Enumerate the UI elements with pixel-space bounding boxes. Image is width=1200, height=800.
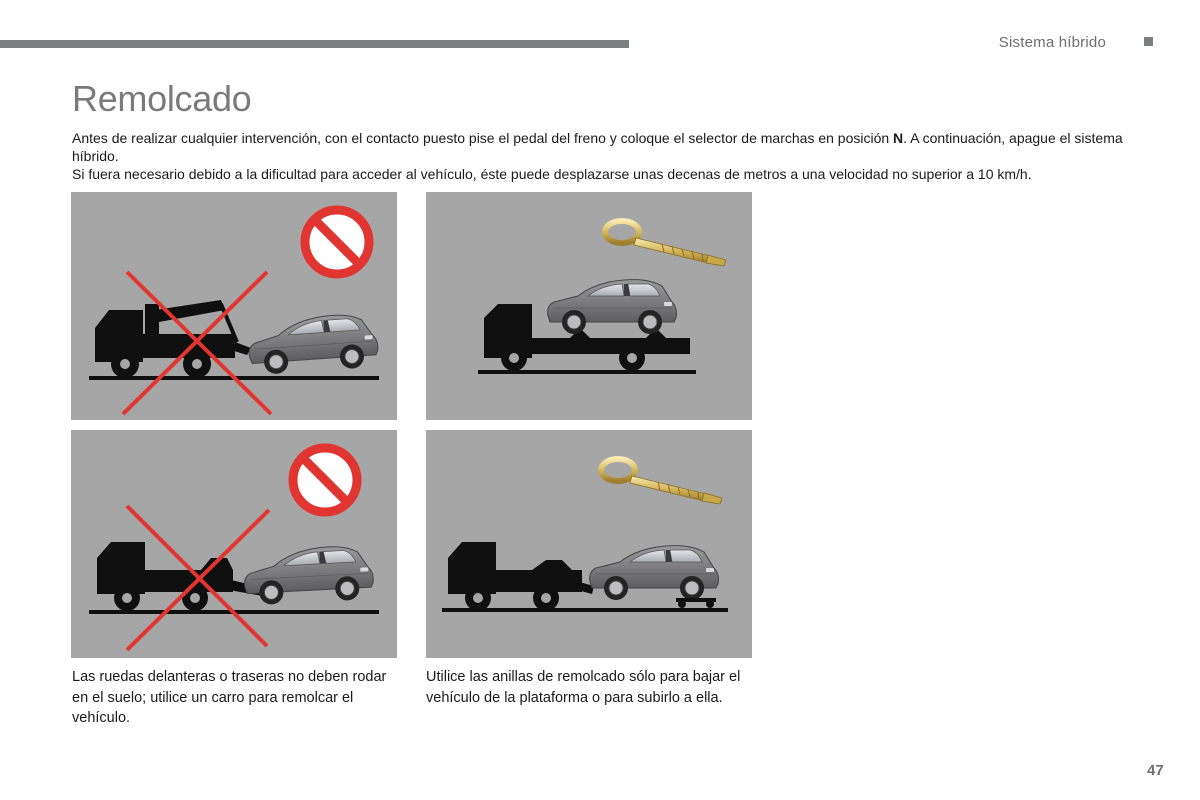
- prohibited-sign-icon: [305, 210, 369, 274]
- caption-towing-eye-usage: Utilice las anillas de remolcado sólo para bajar el vehículo de la plataforma o para subirlo a ella.: [426, 669, 741, 706]
- wheel-lift-tow-prohibited-illustration: [71, 430, 397, 658]
- dolly-tow-illustration: [426, 430, 752, 658]
- page-title: Remolcado: [72, 78, 252, 119]
- flatbed-transport-image: [426, 192, 752, 420]
- intro-text: [72, 129, 1142, 183]
- section-marker: [1144, 37, 1153, 46]
- intro-paragraph-2: Si fuera necesario debido a la dificultad para acceder al vehículo, éste puede desplazarse unas decenas de metros a una velocidad no superior a 10 km/h.: [72, 166, 1032, 182]
- page-number: 47: [1147, 762, 1164, 779]
- dolly-tow-image: [426, 430, 752, 658]
- gear-position-n: N: [893, 130, 904, 146]
- crane-tow-prohibited-illustration: [71, 192, 397, 420]
- prohibited-sign-icon: [293, 448, 357, 512]
- crane-tow-prohibited-image: [71, 192, 397, 420]
- section-title: Sistema híbrido: [998, 34, 1106, 51]
- caption-dolly-requirement: Las ruedas delanteras o traseras no deben rodar en el suelo; utilice un carro para remolcar el vehículo.: [72, 669, 387, 726]
- header-rule: [0, 40, 629, 48]
- flatbed-transport-illustration: [426, 192, 752, 420]
- wheel-lift-tow-prohibited-image: [71, 430, 397, 658]
- intro-paragraph-1: Antes de realizar cualquier intervención, con el contacto puesto pise el pedal del freno y coloque el selector de marchas en posición N. A continuación, apague el sistema híbrido.: [72, 130, 1123, 164]
